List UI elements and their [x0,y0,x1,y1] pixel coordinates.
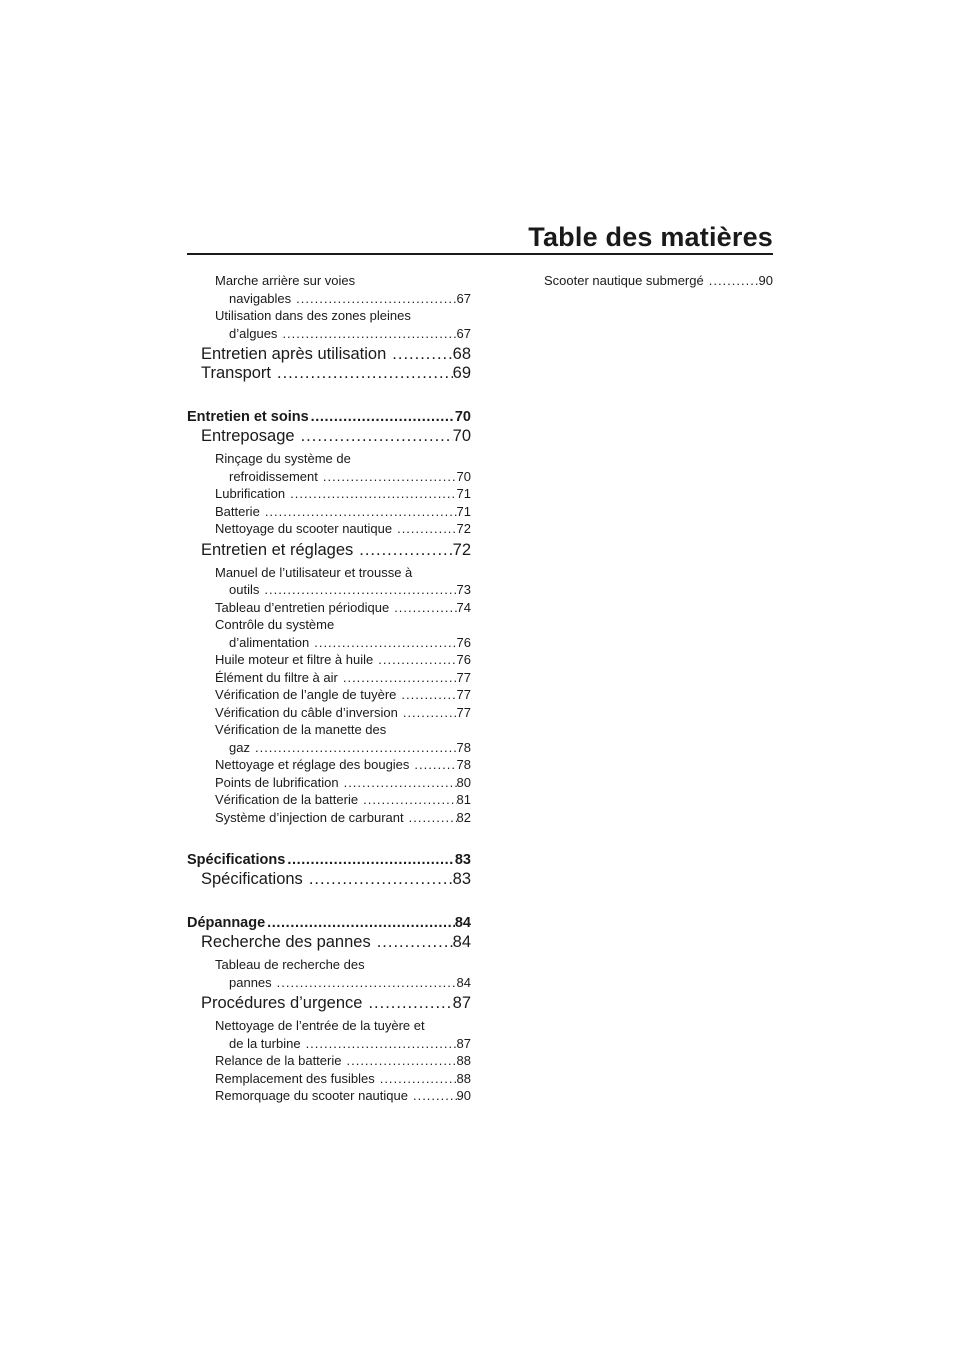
dot-leader [277,325,456,343]
toc-subsection-entry[interactable] [187,1070,471,1088]
toc-entry-title: Nettoyage du scooter nautique [215,521,393,536]
toc-subsection-entry[interactable] [187,503,471,521]
toc-page-number: 67 [456,325,471,341]
toc-section-entry[interactable] [187,345,471,364]
dot-leader [339,774,457,792]
toc-page-number: 77 [456,704,471,720]
toc-subsection-entry[interactable] [187,686,471,704]
toc-entry-title: Recherche des pannes [201,933,371,951]
toc-section-entry[interactable] [187,994,471,1013]
toc-subsection-entry[interactable] [187,520,471,538]
toc-page-number: 72 [456,521,471,536]
dot-leader [409,756,456,774]
toc-subsection-entry[interactable] [187,1052,471,1070]
toc-page-number: 80 [456,774,471,790]
dot-leader [309,409,455,425]
dot-leader [353,541,452,560]
toc-section-entry[interactable] [187,933,471,952]
toc-subsection-entry[interactable] [187,450,471,485]
toc-page-number: 70 [454,409,471,425]
toc-entry-title-line1: Vérification de la manette des [215,722,387,737]
dot-leader [318,468,457,486]
toc-page-number: 90 [456,1088,471,1103]
page-title: Table des matières [528,222,773,252]
dot-leader [338,669,457,687]
toc-subsection-entry[interactable] [187,272,471,307]
toc-entry-title: Entretien et soins [187,409,309,425]
toc-page-number: 84 [456,974,471,990]
toc-page-number: 77 [456,669,471,685]
toc-entry-title: Spécifications [201,870,303,888]
toc-subsection-entry[interactable] [516,272,773,290]
toc-page-number: 76 [456,634,471,650]
toc-entry-title: refroidissement [229,468,318,484]
dot-leader [309,634,456,652]
dot-leader [271,364,453,383]
toc-entry-title: Remplacement des fusibles [215,1070,375,1086]
toc-subsection-entry[interactable] [187,651,471,669]
toc-entry-title-line1: Utilisation dans des zones pleines [215,308,411,323]
toc-page-number: 74 [456,599,471,615]
section-gap [187,826,471,852]
dot-leader [303,870,453,889]
title-rule [187,253,773,255]
toc-page-number: 72 [452,540,471,559]
toc-section-entry[interactable] [187,427,471,446]
toc-entry-title: Relance de la batterie [215,1053,342,1068]
toc-right-column [516,272,773,290]
toc-page-number: 70 [452,427,471,445]
toc-entry-title: Vérification du câble d’inversion [215,704,398,720]
toc-entry-title: Huile moteur et filtre à huile [215,652,374,667]
dot-leader [341,1052,456,1070]
dot-leader [291,290,456,308]
dot-leader [389,599,456,617]
toc-page-number: 67 [456,290,471,306]
toc-entry-title-line1: Marche arrière sur voies [215,273,356,288]
toc-entry-title: navigables [229,290,292,306]
toc-subsection-entry[interactable] [187,616,471,651]
toc-subsection-entry[interactable] [187,774,471,792]
toc-page-number: 71 [456,486,471,501]
toc-entry-title: Transport [201,364,271,382]
toc-page-number: 84 [454,915,471,931]
toc-entry-title: Élément du filtre à air [215,669,338,685]
toc-page-number: 71 [456,503,471,519]
toc-entry-title-line1: Manuel de l’utilisateur et trousse à [215,564,413,580]
toc-chapter-entry[interactable] [187,852,471,868]
toc-page-number: 77 [456,687,471,702]
toc-subsection-entry[interactable] [187,307,471,342]
dot-leader [250,739,457,757]
toc-entry-title: Dépannage [187,915,266,931]
dot-leader [704,272,759,290]
dot-leader [295,427,453,446]
dot-leader [375,1070,457,1088]
toc-entry-title: d’algues [229,325,278,341]
toc-entry-title: Tableau d’entretien périodique [215,599,390,615]
toc-subsection-entry[interactable] [187,1017,471,1052]
dot-leader [260,503,457,521]
dot-leader [259,581,456,599]
toc-entry-title: Procédures d’urgence [201,994,363,1012]
toc-page-number: 68 [452,345,471,363]
toc-entry-title: Entretien après utilisation [201,345,387,363]
toc-subsection-entry[interactable] [187,956,471,991]
toc-entry-title: outils [229,582,260,597]
toc-page-number: 88 [456,1053,471,1068]
dot-leader [392,520,456,538]
toc-subsection-entry[interactable] [187,756,471,774]
toc-subsection-entry[interactable] [187,791,471,809]
toc-entry-title: Remorquage du scooter nautique [215,1088,408,1103]
toc-entry-title: Entreposage [201,427,295,445]
toc-entry-title: Points de lubrification [215,774,339,790]
toc-entry-title-line1: Rinçage du système de [215,451,351,466]
toc-page-number: 69 [452,364,471,382]
toc-page-number: 81 [456,792,471,807]
toc-entry-title: Entretien et réglages [201,540,354,559]
toc-entry-title: Système d’injection de carburant [215,809,404,825]
dot-leader [398,704,457,722]
toc-section-entry[interactable] [187,541,471,560]
toc-chapter-entry[interactable] [187,409,471,425]
section-gap [187,889,471,915]
dot-leader [272,974,457,992]
dot-leader [371,933,453,952]
dot-leader [362,994,452,1013]
toc-subsection-entry[interactable] [187,669,471,687]
toc-page-number: 84 [452,933,471,951]
toc-entry-title: Nettoyage et réglage des bougies [215,757,410,772]
dot-leader [265,915,455,931]
toc-entry-title: Scooter nautique submergé [544,273,704,288]
toc-entry-title: Vérification de l’angle de tuyère [215,687,397,702]
toc-subsection-entry[interactable] [187,485,471,503]
toc-entry-title: gaz [229,739,250,755]
dot-leader [396,686,456,704]
dot-leader [285,852,455,868]
toc-subsection-entry[interactable] [187,599,471,617]
toc-subsection-entry[interactable] [187,564,471,599]
toc-entry-title-line1: Contrôle du système [215,617,335,632]
toc-entry-title: Vérification de la batterie [215,792,359,807]
toc-section-entry[interactable] [187,870,471,889]
dot-leader [373,651,456,669]
toc-subsection-entry[interactable] [187,809,471,827]
toc-page-number: 90 [758,273,773,288]
toc-page-number: 70 [456,468,471,484]
toc-page-number: 83 [454,852,471,868]
toc-page-number: 87 [456,1035,471,1051]
toc-entry-title: de la turbine [229,1035,301,1051]
toc-page-number: 78 [456,757,471,772]
toc-page-number: 87 [452,994,471,1012]
toc-page-number: 76 [456,652,471,667]
toc-entry-title: pannes [229,974,272,990]
toc-entry-title: Lubrification [215,486,286,501]
toc-left-column [187,272,471,1105]
toc-page-number: 88 [456,1070,471,1086]
dot-leader [386,345,452,364]
dot-leader [358,791,456,809]
section-gap [187,383,471,409]
dot-leader [404,809,457,827]
toc-entry-title: Spécifications [187,852,286,868]
toc-page-number: 83 [452,870,471,888]
toc-page-number: 82 [456,809,471,825]
toc-page-number: 73 [456,582,471,597]
toc-chapter-entry[interactable] [187,915,471,931]
toc-subsection-entry[interactable] [187,704,471,722]
dot-leader [408,1087,457,1105]
toc-section-entry[interactable] [187,364,471,383]
toc-page-number: 78 [456,739,471,755]
toc-subsection-entry[interactable] [187,721,471,756]
toc-entry-title-line1: Nettoyage de l’entrée de la tuyère et [215,1018,425,1033]
toc-entry-title: d’alimentation [229,634,310,650]
toc-entry-title: Batterie [215,503,260,519]
toc-entry-title-line1: Tableau de recherche des [215,957,365,972]
dot-leader [301,1035,457,1053]
toc-subsection-entry[interactable] [187,1087,471,1105]
dot-leader [285,485,456,503]
